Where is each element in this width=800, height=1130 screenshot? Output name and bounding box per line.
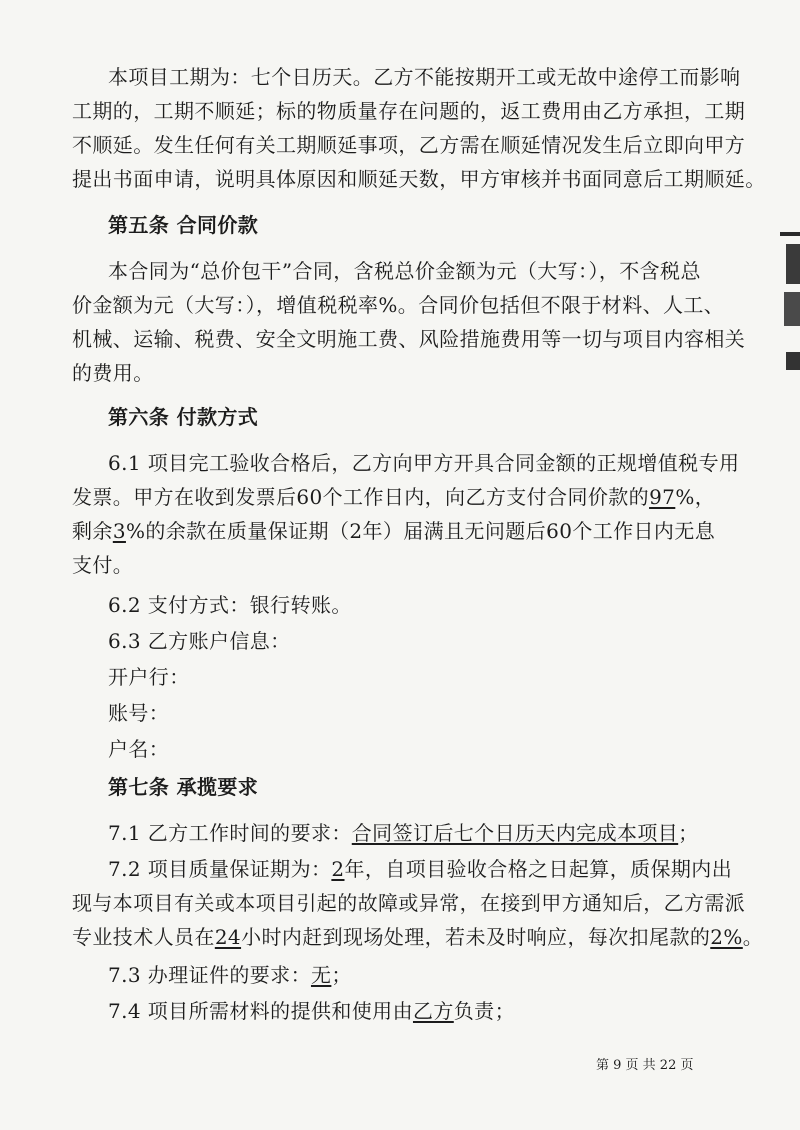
account-number-label: 账号： — [108, 701, 170, 725]
permit-clause-line — [108, 962, 768, 988]
clause-text: 小时内赶到现场处理，若未及时响应，每次扣尾款的 — [241, 925, 711, 949]
payment-text: 发票。甲方在收到发票后60个工作日内，向乙方支付合同价款的 — [72, 485, 650, 509]
clause-text: ； — [331, 963, 352, 987]
scan-edge-mark — [784, 292, 800, 326]
account-holder-label: 户名： — [108, 737, 170, 761]
permit-filled: 无 — [310, 963, 332, 987]
article-6-heading: 第六条 付款方式 — [108, 405, 259, 429]
deduction-percent-filled: 2% — [710, 925, 743, 949]
clause-text: ； — [678, 821, 699, 845]
clause-text: 专业技术人员在 — [72, 925, 215, 949]
warranty-clause-line — [108, 856, 768, 882]
scan-edge-mark — [780, 232, 800, 236]
page-number: 第 9 页 共 22 页 — [596, 1058, 694, 1073]
clause-text: 7.3 办理证件的要求： — [108, 963, 311, 987]
payment-clause-line: 6.1 项目完工验收合格后，乙方向甲方开具合同金额的正规增值税专用 — [108, 451, 740, 475]
work-time-filled: 合同签订后七个日历天内完成本项目 — [351, 821, 679, 845]
account-info-heading: 6.3 乙方账户信息： — [108, 629, 291, 653]
clause-text: 7.1 乙方工作时间的要求： — [108, 821, 352, 845]
materials-clause-line — [108, 998, 768, 1024]
scan-edge-mark — [786, 244, 800, 284]
warranty-clause-line — [72, 924, 764, 950]
clause-text: 7.4 项目所需材料的提供和使用由 — [108, 999, 413, 1023]
work-time-line — [108, 820, 768, 846]
payment-text: %， — [675, 485, 716, 509]
article-7-heading: 第七条 承揽要求 — [108, 775, 259, 799]
payment-text: 剩余 — [72, 519, 113, 543]
paragraph-duration-line: 提出书面申请，说明具体原因和顺延天数，甲方审核并书面同意后工期顺延。 — [72, 167, 766, 191]
paragraph-price-line: 价金额为元（大写：），增值税税率%。合同价包括但不限于材料、人工、 — [72, 293, 725, 317]
payment-clause-line — [72, 484, 732, 510]
payment-method-line: 6.2 支付方式：银行转账。 — [108, 593, 352, 617]
paragraph-duration-line: 不顺延。发生任何有关工期顺延事项，乙方需在顺延情况发生后立即向甲方 — [72, 133, 746, 157]
payment-text: %的余款在质量保证期（2年）届满且无问题后60个工作日内无息 — [125, 519, 716, 543]
bank-name-label: 开户行： — [108, 665, 190, 689]
scan-edge-mark — [786, 352, 800, 370]
response-hours-filled: 24 — [214, 925, 242, 949]
article-5-heading: 第五条 合同价款 — [108, 213, 259, 237]
paragraph-price-line: 本合同为“总价包干”合同，含税总价金额为元（大写：），不含税总 — [108, 259, 701, 283]
materials-party-filled: 乙方 — [412, 999, 454, 1023]
paragraph-price-line: 的费用。 — [72, 361, 154, 385]
payment-percent-filled: 97 — [649, 485, 676, 509]
paragraph-duration-line: 工期的，工期不顺延；标的物质量存在问题的，返工费用由乙方承担，工期 — [72, 99, 746, 123]
clause-text: 年，自项目验收合格之日起算，质保期内出 — [344, 857, 733, 881]
retention-percent-filled: 3 — [112, 519, 126, 543]
clause-text: 7.2 项目质量保证期为： — [108, 857, 332, 881]
warranty-years-filled: 2 — [331, 857, 345, 881]
payment-clause-line — [72, 518, 732, 544]
paragraph-price-line: 机械、运输、税费、安全文明施工费、风险措施费用等一切与项目内容相关 — [72, 327, 746, 351]
paragraph-duration-line: 本项目工期为：七个日历天。乙方不能按期开工或无故中途停工而影响 — [108, 65, 741, 89]
warranty-clause-line: 现与本项目有关或本项目引起的故障或异常，在接到甲方通知后，乙方需派 — [72, 891, 746, 915]
clause-text: 负责； — [453, 999, 515, 1023]
clause-text: 。 — [742, 925, 764, 949]
payment-clause-line: 支付。 — [72, 553, 134, 577]
